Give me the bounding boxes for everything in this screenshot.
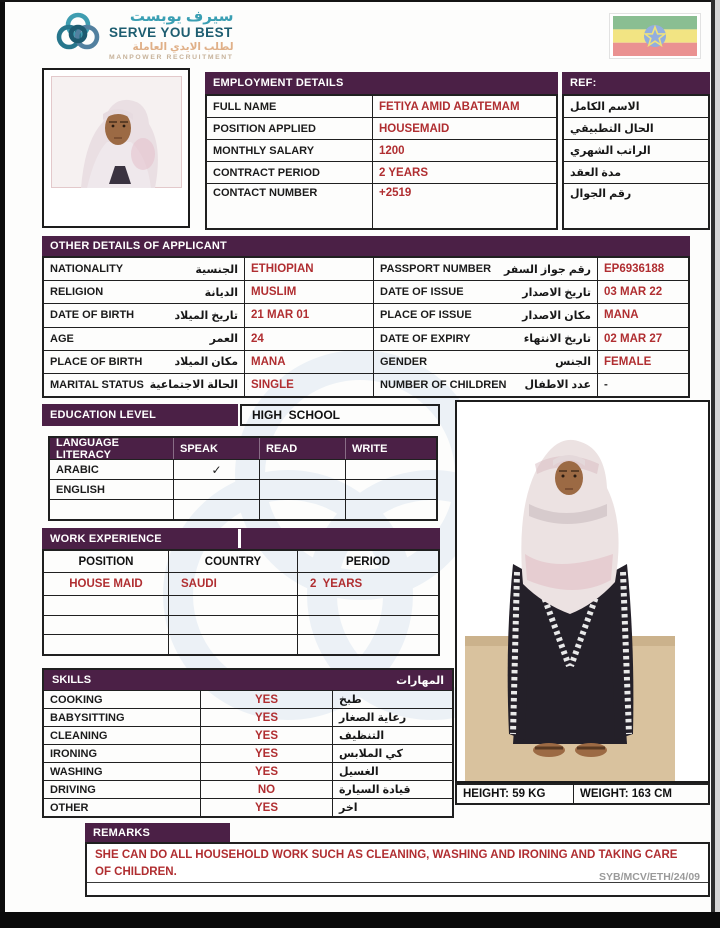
scan-edge-bottom [0, 912, 720, 928]
field-value: HOUSEMAID [379, 122, 450, 135]
position-value [44, 616, 169, 635]
field-label: MARITAL STATUS [50, 378, 144, 391]
field-label-arabic: رقم جواز السفر [503, 263, 591, 276]
knot-logo-icon [53, 8, 103, 65]
field-label-arabic: الحالة الاجتماعية [149, 379, 238, 392]
weight-value: WEIGHT: 163 CM [580, 788, 673, 800]
speak-check [174, 500, 260, 519]
other-details-title: OTHER DETAILS OF APPLICANT [50, 240, 227, 252]
table-row [50, 480, 436, 500]
field-value: SINGLE [245, 374, 374, 396]
table-row [207, 118, 556, 140]
period-value [298, 596, 438, 615]
work-experience-header [42, 528, 440, 549]
table-row [207, 184, 556, 228]
table-row [44, 709, 452, 727]
language-name: ARABIC [50, 460, 174, 479]
field-label: RELIGION [50, 286, 104, 299]
skill-label-arabic: التنظيف [339, 730, 385, 742]
country-value [169, 635, 298, 654]
table-row [44, 573, 438, 596]
field-label: FULL NAME [207, 96, 373, 117]
skill-label-arabic: طبخ [339, 694, 362, 706]
field-label: AGE [50, 332, 74, 345]
employment-details-title: EMPLOYMENT DETAILS [213, 77, 344, 89]
scan-edge-left [0, 0, 5, 928]
position-value: HOUSE MAID [44, 573, 169, 595]
skill-label-arabic: اخر [339, 802, 358, 814]
table-row [44, 258, 688, 281]
field-label: POSITION APPLIED [207, 118, 373, 139]
read-check [260, 500, 346, 519]
remarks-header [85, 823, 230, 842]
field-label: NUMBER OF CHILDREN [380, 378, 507, 391]
other-details-header [42, 236, 690, 256]
employment-arabic-table [562, 94, 710, 230]
table-row [207, 162, 556, 184]
country-value [169, 596, 298, 615]
skill-label: CLEANING [44, 727, 201, 744]
field-value: 24 [245, 328, 374, 350]
skill-label-arabic: رعاية الصغار [339, 712, 407, 724]
skill-value: YES [201, 799, 333, 816]
field-label-arabic: تاريخ الانتهاء [523, 333, 591, 346]
field-value: FEMALE [604, 355, 652, 368]
field-value: 21 MAR 01 [245, 304, 374, 326]
skill-value: YES [201, 727, 333, 744]
scan-edge-top [0, 0, 720, 2]
write-check [346, 500, 436, 519]
field-label: GENDER [380, 355, 428, 368]
field-value: 1200 [379, 144, 405, 157]
skills-title: SKILLS [52, 674, 92, 686]
field-value: MANA [245, 351, 374, 373]
other-details-table [42, 256, 690, 398]
table-row [44, 781, 452, 799]
skill-label: BABYSITTING [44, 709, 201, 726]
field-label: DATE OF EXPIRY [380, 332, 471, 345]
field-label: DATE OF BIRTH [50, 309, 135, 322]
skill-label-arabic: قيادة السيارة [339, 784, 411, 796]
period-value [298, 635, 438, 654]
table-row [207, 140, 556, 162]
table-row [44, 351, 688, 374]
position-value [44, 596, 169, 615]
education-level-header [42, 404, 238, 426]
skill-label: WASHING [44, 763, 201, 780]
field-label-arabic: مكان الميلاد [174, 356, 238, 369]
skill-value: YES [201, 763, 333, 780]
column-header: SPEAK [174, 438, 260, 459]
country-value [169, 616, 298, 635]
column-header: LANGUAGE LITERACY [50, 438, 174, 459]
ethiopia-flag-icon [609, 13, 701, 59]
read-check [260, 460, 346, 479]
employment-details-header [205, 72, 558, 94]
work-header-row [44, 551, 438, 573]
language-name [50, 500, 174, 519]
country-value: SAUDI [169, 573, 298, 595]
field-label-arabic: تاريخ الاصدار [522, 286, 591, 299]
field-value: 2 YEARS [379, 166, 429, 179]
skill-value: NO [201, 781, 333, 798]
education-level-value: HIGH SCHOOL [240, 404, 440, 426]
speak-check: ✓ [174, 460, 260, 479]
language-header-row [50, 438, 436, 460]
field-label-arabic: الحال التطبيقي [570, 123, 654, 135]
write-check [346, 460, 436, 479]
field-label-arabic: الجنس [555, 356, 591, 369]
table-row [44, 281, 688, 304]
ref-header [562, 72, 710, 94]
applicant-portrait-photo [42, 68, 190, 228]
field-label-arabic: تاريخ الميلاد [174, 309, 238, 322]
skill-value: YES [201, 691, 333, 708]
write-check [346, 480, 436, 499]
skill-value: YES [201, 745, 333, 762]
field-label-arabic: رقم الجوال [570, 188, 632, 200]
table-row [44, 596, 438, 616]
skill-label: OTHER [44, 799, 201, 816]
period-value [298, 616, 438, 635]
field-label: PLACE OF BIRTH [50, 355, 143, 368]
table-row [44, 727, 452, 745]
field-label-arabic: مكان الاصدار [522, 309, 591, 322]
period-value: 2 YEARS [310, 578, 363, 590]
agency-tagline: MANPOWER RECRUITMENT [109, 53, 234, 61]
table-row [207, 96, 556, 118]
field-label: CONTRACT PERIOD [207, 162, 373, 183]
skills-table [42, 668, 454, 818]
skills-header-row [44, 668, 452, 691]
agency-arabic-name: سيرف يوبست [129, 8, 234, 25]
education-level-label: EDUCATION LEVEL [50, 409, 157, 421]
field-value: MUSLIM [245, 281, 374, 303]
position-value [44, 635, 169, 654]
table-row [44, 799, 452, 816]
work-experience-table [42, 549, 440, 656]
height-value: HEIGHT: 59 KG [457, 785, 574, 803]
table-row [44, 374, 688, 396]
table-row [44, 763, 452, 781]
field-label-arabic: الجنسية [195, 263, 238, 276]
table-row [44, 328, 688, 351]
employment-table [205, 94, 558, 230]
remarks-text: SHE CAN DO ALL HOUSEHOLD WORK SUCH AS CLEANING, WASHING AND IRONING AND TAKING CARE OF CHILDREN. [95, 849, 678, 878]
field-label-arabic: العمر [209, 333, 238, 346]
agency-arabic-tagline: لطلب الايدي العاملة [132, 40, 234, 53]
ref-label: REF: [570, 77, 597, 89]
table-row [44, 616, 438, 636]
work-experience-title: WORK EXPERIENCE [50, 532, 162, 545]
field-value: ETHIOPIAN [245, 258, 374, 280]
scan-edge-right-outer [715, 0, 720, 912]
field-value: EP6936188 [604, 263, 665, 276]
table-row [44, 635, 438, 654]
table-row [50, 460, 436, 480]
field-label-arabic: الراتب الشهري [570, 145, 651, 157]
table-row [44, 745, 452, 763]
field-label-arabic: عدد الاطفال [524, 379, 591, 392]
column-header: POSITION [44, 551, 169, 572]
column-header: PERIOD [345, 555, 391, 568]
applicant-full-photo [455, 400, 710, 783]
language-name: ENGLISH [50, 480, 174, 499]
field-label: PASSPORT NUMBER [380, 263, 492, 276]
speak-check [174, 480, 260, 499]
read-check [260, 480, 346, 499]
table-row [44, 304, 688, 327]
field-value: +2519 [379, 187, 412, 199]
field-label-arabic: الاسم الكامل [570, 101, 640, 113]
field-value: - [604, 378, 608, 391]
field-label: CONTACT NUMBER [207, 184, 373, 228]
agency-logo [53, 8, 234, 65]
field-label: PLACE OF ISSUE [380, 309, 472, 322]
field-value: 03 MAR 22 [604, 286, 663, 299]
agency-name: SERVE YOU BEST [109, 25, 233, 41]
header-notch [238, 529, 241, 548]
skill-value: YES [201, 709, 333, 726]
field-label: MONTHLY SALARY [207, 140, 373, 161]
language-literacy-table [48, 436, 438, 521]
skills-title-arabic: المهارات [396, 674, 444, 687]
remarks-title: REMARKS [93, 826, 151, 839]
column-header: READ [260, 438, 346, 459]
field-label: NATIONALITY [50, 263, 124, 276]
field-value: 02 MAR 27 [604, 332, 663, 345]
column-header: WRITE [352, 442, 388, 455]
skill-label: COOKING [44, 691, 201, 708]
reference-code: SYB/MCV/ETH/24/09 [599, 871, 700, 883]
field-label: DATE OF ISSUE [380, 286, 464, 299]
field-label-arabic: مدة العقد [570, 167, 622, 179]
skill-label-arabic: الغسيل [339, 766, 379, 778]
body-stats-bar [455, 783, 710, 805]
table-row [44, 691, 452, 709]
field-label-arabic: الديانة [204, 286, 238, 299]
skill-label: IRONING [44, 745, 201, 762]
remarks-box [85, 842, 710, 897]
column-header: COUNTRY [169, 551, 298, 572]
skill-label-arabic: كي الملابس [339, 748, 403, 760]
skill-label: DRIVING [44, 781, 201, 798]
field-value: MANA [604, 309, 639, 322]
field-value: FETIYA AMID ABATEMAM [379, 100, 520, 113]
table-row [50, 500, 436, 519]
